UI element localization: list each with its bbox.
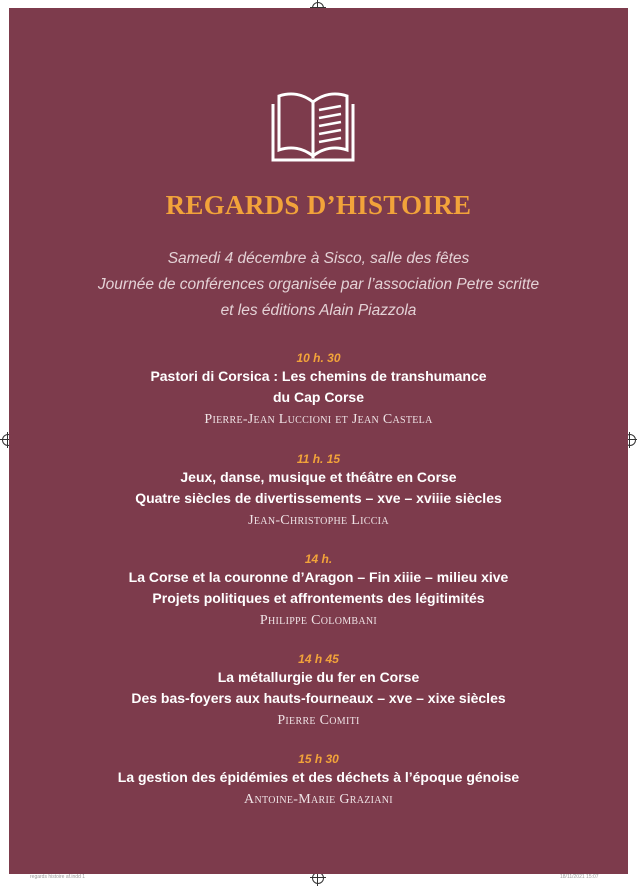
speaker: Antoine-Marie Graziani [244, 792, 393, 807]
open-book-icon [263, 86, 363, 166]
session-5 [0, 751, 637, 811]
speaker: Pierre-Jean Luccioni et Jean Castela [204, 412, 433, 427]
speaker: Pierre Comiti [277, 713, 360, 728]
intro-line: et les éditions Alain Piazzola [220, 302, 417, 319]
session-time: 14 h. [304, 552, 333, 566]
talk-title-line: La métallurgie du fer en Corse [217, 669, 420, 685]
print-slug-left: regards histoire af.indd 1 [30, 874, 86, 880]
print-slug-right: 18/11/2021 15:07 [560, 874, 599, 880]
talk-title-line: La gestion des épidémies et des déchets à l’époque génoise [117, 769, 520, 785]
talk-title-line: Projets politiques et affrontements des légitimités [152, 590, 485, 606]
talk-title-line: Pastori di Corsica : Les chemins de transhumance [150, 368, 487, 384]
session-time: 11 h. 15 [296, 452, 341, 466]
intro-line: Samedi 4 décembre à Sisco, salle des fêtes [167, 250, 470, 267]
intro-text [0, 246, 637, 324]
session-2 [0, 451, 637, 532]
speaker: Jean-Christophe Liccia [248, 513, 389, 528]
talk-title-line: Des bas-foyers aux hauts-fourneaux – xve – xixe siècles [131, 690, 506, 706]
session-1 [0, 350, 637, 431]
page-title: REGARDS D’HISTOIRE [165, 190, 472, 220]
session-4 [0, 651, 637, 732]
talk-title-line: du Cap Corse [272, 389, 364, 405]
session-time: 15 h 30 [298, 752, 339, 766]
speaker: Philippe Colombani [259, 613, 378, 628]
talk-title-line: La Corse et la couronne d’Aragon – Fin xiiie – milieu xive [128, 569, 509, 585]
session-time: 14 h 45 [298, 652, 339, 666]
talk-title-line: Jeux, danse, musique et théâtre en Corse [180, 469, 457, 485]
session-3 [0, 551, 637, 632]
intro-line: Journée de conférences organisée par l’association Petre scritte [97, 276, 540, 293]
session-time: 10 h. 30 [296, 351, 341, 365]
talk-title-line: Quatre siècles de divertissements – xve – xviiie siècles [135, 490, 502, 506]
